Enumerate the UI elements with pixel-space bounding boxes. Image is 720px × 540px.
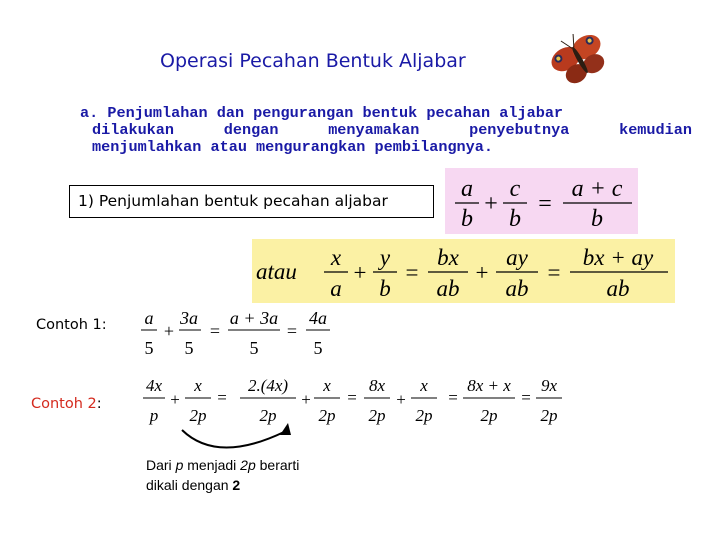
example-2-colon: : <box>96 396 102 412</box>
f2-num-3: bx <box>437 245 459 270</box>
f2-num-5: bx + ay <box>582 245 654 270</box>
example-1-formula <box>138 304 338 360</box>
note-multiplier: 2 <box>232 477 241 493</box>
note-text-3: berarti <box>255 457 300 473</box>
ex2-den-7: 2p <box>480 406 498 425</box>
f1-equals: = <box>538 191 552 217</box>
note-text-2: menjadi <box>183 457 241 473</box>
f2-den-1: a <box>330 276 342 301</box>
f2-den-3: ab <box>436 276 460 301</box>
intro-line-2: dilakukan dengan menyamakan penyebutnya kemudian <box>92 121 692 139</box>
example-2-label-text: Contoh 2 <box>31 396 97 412</box>
f2-den-5: ab <box>606 276 630 301</box>
ex2-num-3: 2.(4x) <box>247 376 289 395</box>
f1-plus: + <box>484 191 498 217</box>
formula-addition-box <box>445 168 638 234</box>
f2-num-1: x <box>330 245 342 270</box>
ex2-num-5: 8x <box>368 376 386 395</box>
note-var-p: p <box>175 457 184 473</box>
ex1-equals-1: = <box>209 321 221 341</box>
f2-prefix: atau <box>256 259 297 284</box>
note-text-1: Dari <box>146 457 176 473</box>
ex1-num-3: a + 3a <box>229 308 279 328</box>
ex1-den-1: 5 <box>144 338 154 358</box>
formula-alternative <box>252 239 675 303</box>
ex1-num-1: a <box>144 308 154 328</box>
f1-den-1: b <box>461 206 473 232</box>
f2-plus-1: + <box>353 260 367 285</box>
f2-num-4: ay <box>506 245 528 270</box>
ex2-equals-4: = <box>521 388 531 407</box>
ex2-plus-3: + <box>396 390 406 409</box>
f2-equals-2: = <box>547 260 561 285</box>
ex2-den-2: 2p <box>189 406 207 425</box>
f2-equals-1: = <box>405 260 419 285</box>
ex2-plus-2: + <box>301 390 311 409</box>
f1-num-3: a + c <box>571 176 623 202</box>
ex1-equals-2: = <box>286 321 298 341</box>
note-line-2 <box>146 475 299 495</box>
ex1-den-3: 5 <box>249 338 259 358</box>
f1-den-3: b <box>591 206 603 232</box>
ex2-plus-1: + <box>170 390 180 409</box>
ex2-equals-2: = <box>347 388 357 407</box>
example-1-label: Contoh 1: <box>36 317 107 333</box>
curved-arrow-icon <box>172 418 302 458</box>
intro-line-3: menjumlahkan atau mengurangkan pembilangnya. <box>92 138 494 156</box>
ex2-den-8: 2p <box>540 406 558 425</box>
ex2-den-3: 2p <box>259 406 277 425</box>
f2-den-2: b <box>379 276 391 301</box>
intro-paragraph <box>80 105 692 156</box>
note-line-1 <box>146 455 299 475</box>
page-title: Operasi Pecahan Bentuk Aljabar <box>160 50 466 72</box>
ex2-num-1: 4x <box>145 376 163 395</box>
explanation-note <box>146 455 299 495</box>
ex2-equals-1: = <box>217 388 227 407</box>
ex2-num-7: 8x + x <box>467 376 511 395</box>
butterfly-icon <box>548 28 612 92</box>
formula-addition <box>445 168 638 234</box>
ex2-den-5: 2p <box>368 406 386 425</box>
ex2-num-6: x <box>420 376 428 395</box>
intro-line-1: a. Penjumlahan dan pengurangan bentuk pecahan aljabar <box>80 104 564 122</box>
ex1-num-2: 3a <box>180 308 198 328</box>
ex2-num-8: 9x <box>540 376 558 395</box>
f1-num-1: a <box>461 176 473 202</box>
f1-den-2: b <box>509 206 521 232</box>
ex2-den-6: 2p <box>415 406 433 425</box>
formula-alternative-box <box>252 239 675 303</box>
note-var-2p: 2p <box>240 457 256 473</box>
ex1-den-2: 5 <box>184 338 194 358</box>
f2-num-2: y <box>379 245 391 270</box>
ex1-num-4: 4a <box>309 308 327 328</box>
ex2-num-4: x <box>323 376 331 395</box>
ex2-num-2: x <box>194 376 202 395</box>
ex2-equals-3: = <box>448 388 458 407</box>
ex2-den-4: 2p <box>318 406 336 425</box>
section-1-label: 1) Penjumlahan bentuk pecahan aljabar <box>69 185 434 218</box>
note-text-4: dikali dengan <box>146 477 233 493</box>
f2-den-4: ab <box>505 276 529 301</box>
ex1-plus: + <box>163 321 175 341</box>
f1-num-2: c <box>509 176 521 202</box>
f2-plus-2: + <box>475 260 489 285</box>
ex2-den-1: p <box>149 406 159 425</box>
ex1-den-4: 5 <box>313 338 323 358</box>
example-2-label <box>31 396 102 412</box>
